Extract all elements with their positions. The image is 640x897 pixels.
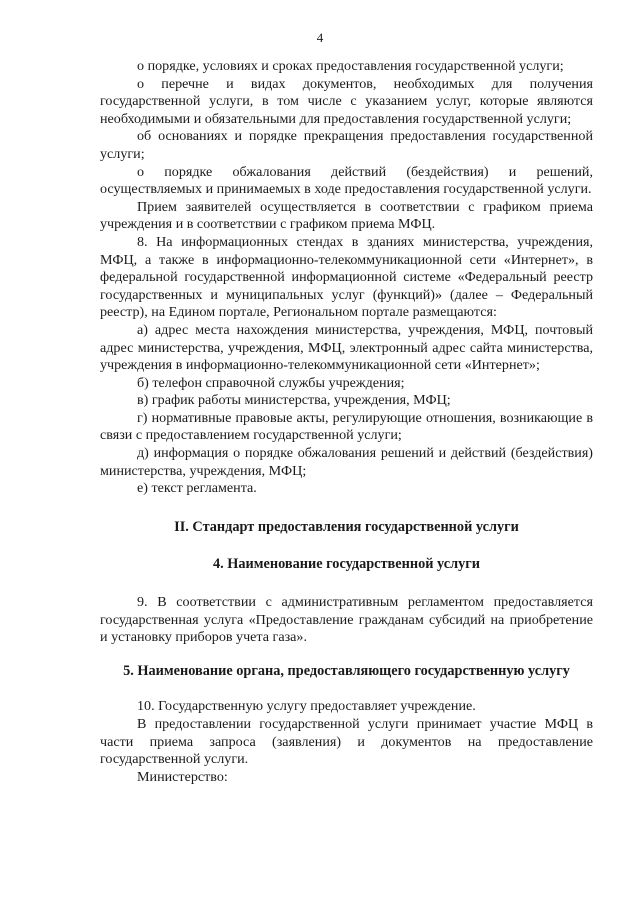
subsection-heading-5: 5. Наименование органа, предоставляющего государственную услугу [123, 662, 570, 679]
list-item: д) информация о порядке обжалования решений и действий (бездействия) министерства, учреждения, МФЦ; [100, 445, 593, 479]
subsection-heading-4: 4. Наименование государственной услуги [212, 556, 481, 573]
paragraph: 9. В соответствии с административным регламентом предоставляется государственная услуга «Предоставление гражданам субсидий на приобретение и установку приборов учета газа». [100, 594, 593, 646]
paragraph: о перечне и видах документов, необходимых для получения государственной услуги, в том числе с указанием услуг, которые являются необходимыми и обязательными для предоставления государственной услуги; [100, 75, 593, 127]
section-heading: II. Стандарт предоставления государственной услуги [174, 518, 519, 535]
paragraph: 8. На информационных стендах в зданиях министерства, учреждения, МФЦ, а также в информационно-телекоммуникационной сети «Интернет», в федеральной государственной информационной системе «Федеральный реестр государственных и муниципальных услуг (функций)» (далее – Федеральный реестр), на Едином портале, Региональном портале размещаются: [100, 233, 593, 321]
paragraph: о порядке обжалования действий (бездействия) и решений, осуществляемых и принимаемых в ходе предоставления государственной услуги. [100, 163, 593, 198]
list-item: а) адрес места нахождения министерства, учреждения, МФЦ, почтовый адрес министерства, учреждения, МФЦ, электронный адрес сайта министерства, учреждения в информационно-телекоммуникационной сети «Интернет»; [100, 321, 593, 374]
paragraph: В предоставлении государственной услуги принимает участие МФЦ в части приема запроса (заявления) и документов на предоставление государственной услуги. [100, 716, 593, 768]
list-item: в) график работы министерства, учреждения, МФЦ; [137, 392, 451, 409]
paragraph: Министерство: [137, 768, 228, 785]
list-item: г) нормативные правовые акты, регулирующие отношения, возникающие в связи с предоставлением государственной услуги; [100, 409, 593, 444]
paragraph: о порядке, условиях и сроках предоставления государственной услуги; [137, 58, 564, 74]
paragraph: об основаниях и порядке прекращения предоставления государственной услуги; [100, 128, 593, 162]
page-number: 4 [316, 30, 324, 45]
list-item: е) текст регламента. [137, 480, 257, 497]
list-item: б) телефон справочной службы учреждения; [137, 374, 405, 391]
document-body [100, 58, 593, 786]
paragraph: Прием заявителей осуществляется в соответствии с графиком приема учреждения и в соответствии с графиком приема МФЦ. [100, 198, 593, 233]
paragraph: 10. Государственную услугу предоставляет учреждение. [137, 698, 476, 715]
